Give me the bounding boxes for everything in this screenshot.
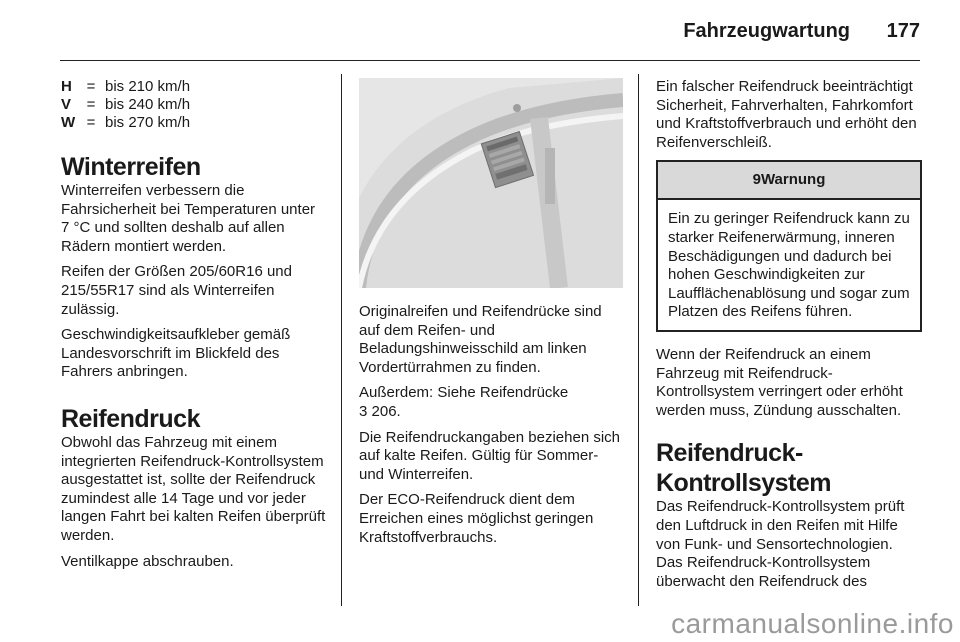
speed-value: bis 210 km/h: [105, 78, 191, 95]
middle-paragraph-4: Der ECO-Reifendruck dient dem Erreichen eines möglichst geringen Kraftstoffverbrauchs.: [359, 491, 594, 546]
column-right: [656, 78, 922, 598]
door-frame-label-photo: [359, 78, 623, 288]
tpms-heading: Reifendruck-Kontrollsystem: [656, 439, 831, 498]
page-reference: 3 206.: [359, 402, 401, 420]
middle-paragraph-2: [359, 384, 623, 421]
column-middle: [359, 78, 623, 554]
watermark: carmanualsonline.info: [671, 608, 954, 639]
warning-text: Ein zu geringer Reifendruck kann zu starker Reifenerwärmung, inneren Beschädigungen und dadurch bei hohen Geschwindigkeiten zur Laufflächenablösung und sogar zum Platzen des Reifens führen.: [668, 210, 910, 321]
page-number: 177: [886, 20, 920, 42]
column-left: [61, 78, 327, 578]
speed-value: bis 240 km/h: [105, 96, 191, 113]
right-paragraph-3: Das Reifendruck-Kontrollsystem prüft den Luftdruck in den Reifen mit Hilfe von Funk- und Sensortechnologien. Das Reifendruck-Kontrollsystem überwacht den Reifendruck des: [656, 498, 905, 590]
right-paragraph-2: Wenn der Reifendruck an einem Fahrzeug mit Reifendruck-Kontrollsystem verringert oder erhöht werden muss, Zündung ausschalten.: [656, 345, 903, 419]
winter-paragraph-1: Winterreifen verbessern die Fahrsicherheit bei Temperaturen unter 7 °C und sollten deshalb auf allen Rädern montiert werden.: [61, 182, 316, 255]
pressure-paragraph-2: Ventilkappe abschrauben.: [61, 552, 234, 570]
warning-title: 9Warnung: [752, 171, 826, 189]
winter-paragraph-2: Reifen der Größen 205/60R16 und 215/55R17 sind als Winterreifen zulässig.: [61, 263, 292, 318]
column-divider-2: [638, 74, 639, 606]
speed-code: H: [61, 78, 72, 95]
header-rule: [60, 60, 920, 61]
speed-code-row: [61, 96, 327, 114]
pressure-paragraph-1: Obwohl das Fahrzeug mit einem integrierten Reifendruck-Kontrollsystem ausgestattet ist, sollte der Reifendruck zumindest alle 14 Tage und vor jeder langen Fahrt bei kalten Reifen überprüft werden.: [61, 433, 326, 544]
page-header: [0, 0, 960, 60]
middle-paragraph-3: Die Reifendruckangaben beziehen sich auf kalte Reifen. Gültig für Sommer- und Winterreifen.: [359, 428, 621, 483]
right-paragraph-1: Ein falscher Reifendruck beeinträchtigt Sicherheit, Fahrverhalten, Fahrkomfort und Kraftstoffverbrauch und erhöht den Reifenverschleiß.: [656, 78, 917, 151]
column-divider-1: [341, 74, 342, 606]
equals-sign: =: [86, 78, 96, 95]
cross-reference-text: Außerdem: Siehe Reifendrücke: [359, 384, 569, 402]
speed-code: V: [61, 96, 72, 113]
pressure-heading: Reifendruck: [61, 404, 200, 433]
warning-header: [658, 162, 920, 200]
equals-sign: =: [86, 96, 96, 113]
winter-paragraph-3: Geschwindigkeitsaufkleber gemäß Landesvorschrift im Blickfeld des Fahrers anbringen.: [61, 326, 291, 381]
speed-code-row: [61, 78, 327, 96]
equals-sign: =: [86, 114, 96, 131]
door-frame-illustration: [359, 78, 623, 288]
speed-code: W: [61, 114, 76, 131]
speed-code-row: [61, 114, 327, 132]
middle-paragraph-1: Originalreifen und Reifendrücke sind auf dem Reifen- und Beladungshinweisschild am linken Vordertürrahmen zu finden.: [359, 303, 602, 376]
winter-heading: Winterreifen: [61, 153, 201, 181]
speed-value: bis 270 km/h: [105, 114, 191, 131]
warning-box: [656, 160, 922, 332]
section-title: Fahrzeugwartung: [683, 20, 850, 42]
